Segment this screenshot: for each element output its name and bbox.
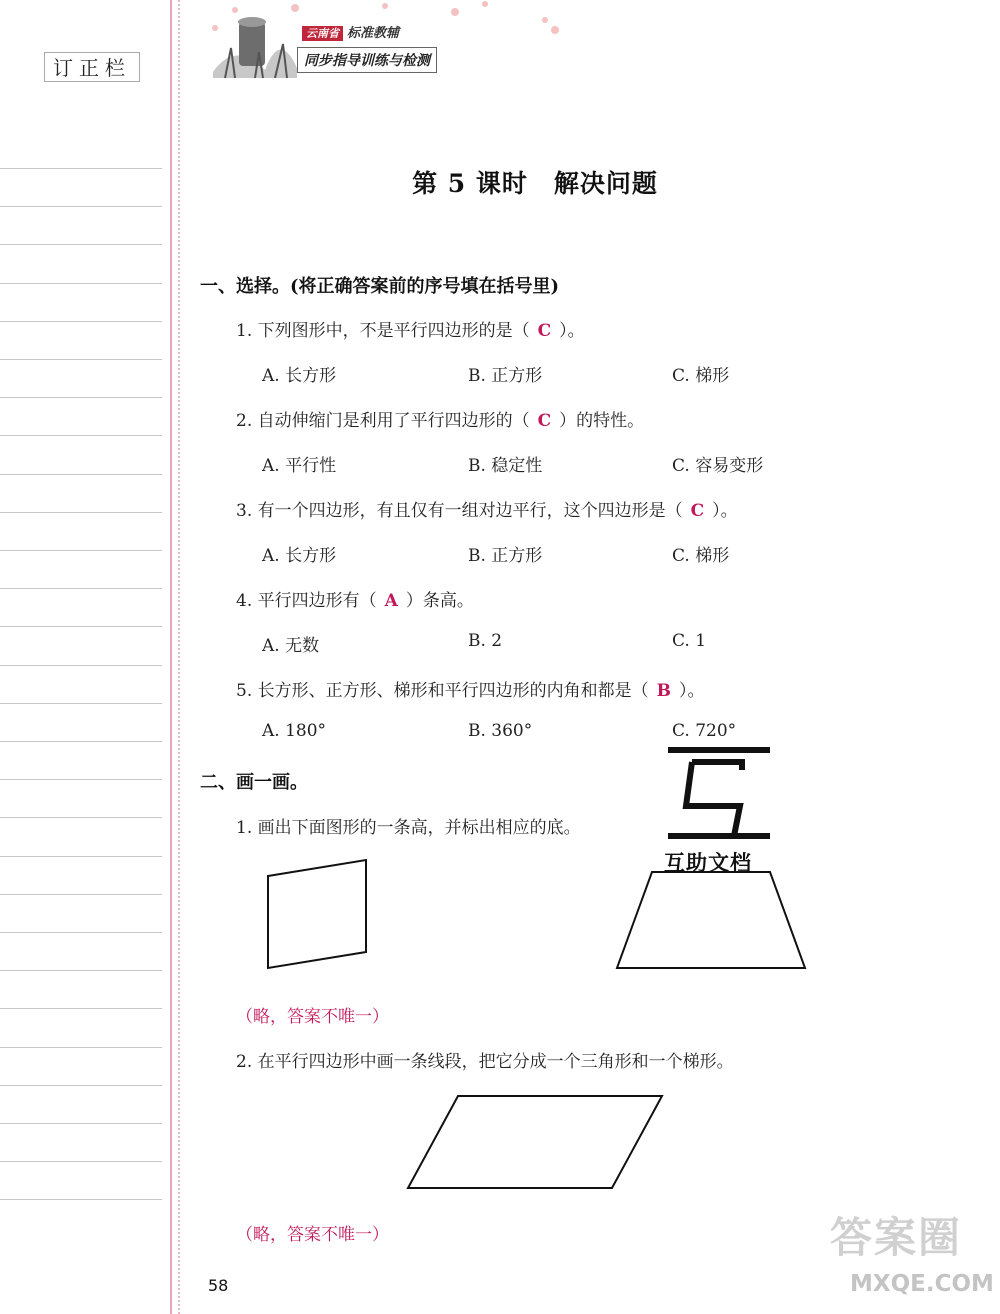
- draw-question-1: 1. 画出下面图形的一条高，并标出相应的底。: [236, 818, 581, 838]
- rule-line: [0, 665, 162, 666]
- rule-line: [0, 703, 162, 704]
- question-stem: 3. 有一个四边形，有且仅有一组对边平行，这个四边形是（: [236, 501, 683, 521]
- question-stem: 1. 下列图形中，不是平行四边形的是（: [236, 321, 530, 341]
- header-subtitle: 同步指导训练与检测: [297, 47, 437, 73]
- rule-line: [0, 1199, 162, 1200]
- question-stem: 5. 长方形、正方形、梯形和平行四边形的内角和都是（: [236, 681, 649, 701]
- brand-badge: 云南省: [302, 26, 343, 41]
- question-stem: 2. 自动伸缩门是利用了平行四边形的（: [236, 411, 530, 431]
- answer-mark: C: [537, 321, 552, 341]
- rule-line: [0, 970, 162, 971]
- answer-mark: B: [656, 681, 671, 701]
- grass-art-icon: [213, 17, 297, 78]
- option-b: B. 360°: [468, 721, 533, 741]
- rule-line: [0, 397, 162, 398]
- parallelogram-figure-2: [408, 1096, 662, 1188]
- question-stem-end: ）。: [559, 321, 585, 341]
- rule-line: [0, 359, 162, 360]
- rule-line: [0, 894, 162, 895]
- option-b: B. 2: [468, 631, 503, 651]
- brand-name: 标准教辅: [347, 26, 400, 41]
- question-1: [236, 316, 585, 341]
- page-header: [205, 0, 965, 80]
- option-a: A. 长方形: [262, 366, 337, 386]
- option-a: A. 平行性: [262, 456, 337, 476]
- rule-line: [0, 550, 162, 551]
- rule-line: [0, 1047, 162, 1048]
- rule-line: [0, 512, 162, 513]
- option-a: A. 长方形: [262, 546, 337, 566]
- option-b: B. 正方形: [468, 366, 543, 386]
- rule-line: [0, 779, 162, 780]
- section1-heading: 一、选择。(将正确答案前的序号填在括号里): [200, 276, 560, 297]
- question-2: [236, 406, 644, 431]
- watermark-label: 互助文档: [664, 851, 752, 875]
- answer-mark: A: [384, 591, 398, 611]
- answer-mark: C: [690, 501, 705, 521]
- option-c: C. 720°: [672, 721, 737, 741]
- page-number: 58: [208, 1276, 229, 1295]
- rule-line: [0, 1161, 162, 1162]
- trapezoid-figure: [617, 872, 805, 968]
- header-brand: [302, 22, 399, 41]
- sidebar-title: 订正栏: [44, 52, 140, 82]
- option-b: B. 稳定性: [468, 456, 543, 476]
- question-5: [236, 676, 705, 701]
- option-b: B. 正方形: [468, 546, 543, 566]
- question-stem-end: ）条高。: [405, 591, 474, 611]
- section2-heading: 二、画一画。: [200, 772, 308, 793]
- rule-line: [0, 588, 162, 589]
- rule-line: [0, 1123, 162, 1124]
- rule-line: [0, 932, 162, 933]
- option-a: A. 180°: [262, 721, 327, 741]
- rule-line: [0, 435, 162, 436]
- answer-mark: C: [537, 411, 552, 431]
- answer-note-2: （略，答案不唯一）: [236, 1225, 389, 1245]
- rule-line: [0, 1085, 162, 1086]
- rule-line: [0, 206, 162, 207]
- lesson-title: 第 5 课时 解决问题: [412, 169, 658, 198]
- question-4: [236, 586, 474, 611]
- watermark-hu-logo: [664, 744, 774, 844]
- question-3: [236, 496, 738, 521]
- watermark-big-text: 答案圈: [830, 1213, 963, 1262]
- rule-line: [0, 1008, 162, 1009]
- rule-line: [0, 817, 162, 818]
- rule-line: [0, 244, 162, 245]
- rule-line: [0, 741, 162, 742]
- rule-line: [0, 283, 162, 284]
- option-c: C. 梯形: [672, 366, 730, 386]
- rule-line: [0, 626, 162, 627]
- rule-line: [0, 321, 162, 322]
- option-c: C. 梯形: [672, 546, 730, 566]
- question-stem: 4. 平行四边形有（: [236, 591, 377, 611]
- option-c: C. 1: [672, 631, 707, 651]
- rule-line: [0, 856, 162, 857]
- option-a: A. 无数: [262, 636, 320, 656]
- question-stem-end: ）。: [679, 681, 705, 701]
- parallelogram-figure-1: [268, 860, 366, 968]
- draw-question-2: 2. 在平行四边形中画一条线段，把它分成一个三角形和一个梯形。: [236, 1052, 734, 1072]
- option-c: C. 容易变形: [672, 456, 764, 476]
- watermark-bottom: [830, 1205, 1000, 1314]
- answer-note-1: （略，答案不唯一）: [236, 1007, 389, 1027]
- rule-line: [0, 474, 162, 475]
- question-stem-end: ）。: [712, 501, 738, 521]
- question-stem-end: ）的特性。: [559, 411, 645, 431]
- watermark-url: MXQE.COM: [850, 1271, 994, 1297]
